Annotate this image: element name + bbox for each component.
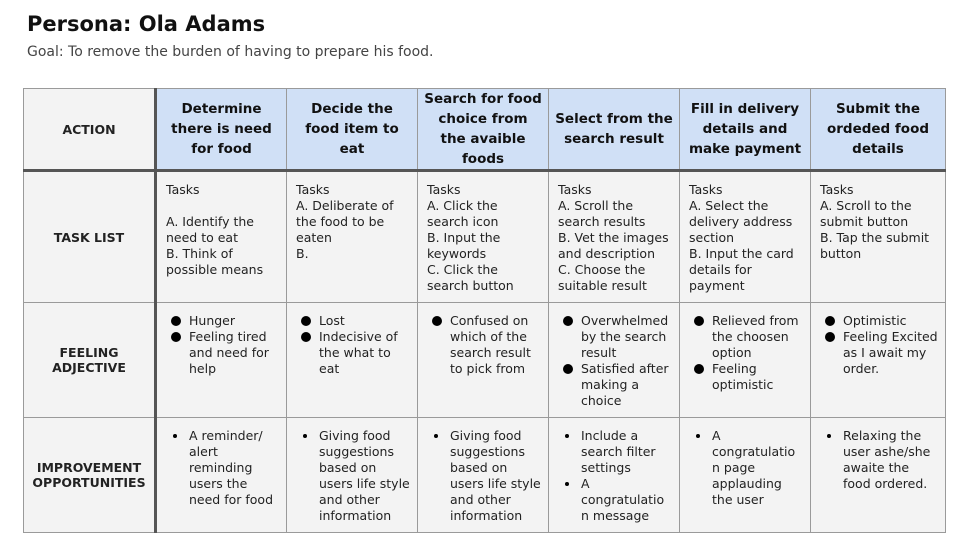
task-list-row: [24, 171, 946, 303]
improvement-row: [24, 418, 946, 533]
improvement-item: A congratulatio n message: [563, 476, 673, 524]
feeling-cell: [418, 303, 549, 418]
improvement-cell: [549, 418, 680, 533]
row-header-improvement: IMPROVEMENT OPPORTUNITIES: [24, 418, 156, 533]
feeling-item: Lost: [301, 313, 411, 329]
improvement-cell: [811, 418, 946, 533]
task-cell: [418, 171, 549, 303]
feeling-item: Confused on which of the search result to pick from: [432, 313, 542, 377]
task-cell: [680, 171, 811, 303]
improvement-cell: [418, 418, 549, 533]
task-text: Tasks A. Scroll the search results B. Vet the images and description C. Choose the suitable result: [558, 182, 669, 293]
improvement-item: Relaxing the user ashe/she awaite the food ordered.: [825, 428, 939, 492]
feeling-cell: [156, 303, 287, 418]
action-row: [24, 89, 946, 171]
row-header-task-list: TASK LIST: [24, 171, 156, 303]
feeling-item: Feeling optimistic: [694, 361, 804, 393]
improvement-item: Include a search filter settings: [563, 428, 673, 476]
feeling-cell: [680, 303, 811, 418]
task-text: Tasks A. Click the search icon B. Input the keywords C. Click the search button: [427, 182, 514, 293]
task-cell: [156, 171, 287, 303]
task-cell: [811, 171, 946, 303]
feeling-item: Feeling Excited as I await my order.: [825, 329, 939, 377]
persona-title: Persona: Ola Adams: [27, 12, 266, 36]
improvement-cell: [680, 418, 811, 533]
stage-header: Decide the food item to eat: [287, 89, 418, 171]
feeling-item: Hunger: [171, 313, 280, 329]
feeling-item: Indecisive of the what to eat: [301, 329, 411, 377]
persona-goal: Goal: To remove the burden of having to prepare his food.: [27, 44, 434, 60]
stage-header: Submit the ordeded food details: [811, 89, 946, 171]
row-header-feeling: FEELING ADJECTIVE: [24, 303, 156, 418]
feeling-cell: [811, 303, 946, 418]
journey-map-table: [23, 88, 946, 533]
feeling-item: Satisfied after making a choice: [563, 361, 673, 409]
task-text: Tasks A. Identify the need to eat B. Think of possible means: [166, 182, 264, 277]
feeling-item: Overwhelmed by the search result: [563, 313, 673, 361]
stage-header: Select from the search result: [549, 89, 680, 171]
feeling-item: Relieved from the choosen option: [694, 313, 804, 361]
improvement-cell: [156, 418, 287, 533]
task-text: Tasks A. Scroll to the submit button B. Tap the submit button: [820, 182, 930, 261]
task-cell: [287, 171, 418, 303]
feeling-row: [24, 303, 946, 418]
stage-header: Determine there is need for food: [156, 89, 287, 171]
improvement-item: Giving food suggestions based on users life style and other information: [301, 428, 411, 524]
task-text: Tasks A. Deliberate of the food to be eaten B.: [296, 182, 394, 261]
improvement-item: A congratulatio n page applauding the user: [694, 428, 804, 508]
feeling-cell: [549, 303, 680, 418]
row-header-action: ACTION: [24, 89, 156, 171]
improvement-item: A reminder/ alert reminding users the need for food: [171, 428, 280, 508]
task-text: Tasks A. Select the delivery address section B. Input the card details for payment: [689, 182, 794, 293]
feeling-item: Feeling tired and need for help: [171, 329, 280, 377]
stage-header: Search for food choice from the avaible foods: [418, 89, 549, 171]
feeling-item: Optimistic: [825, 313, 939, 329]
stage-header: Fill in delivery details and make payment: [680, 89, 811, 171]
improvement-item: Giving food suggestions based on users life style and other information: [432, 428, 542, 524]
task-cell: [549, 171, 680, 303]
improvement-cell: [287, 418, 418, 533]
feeling-cell: [287, 303, 418, 418]
